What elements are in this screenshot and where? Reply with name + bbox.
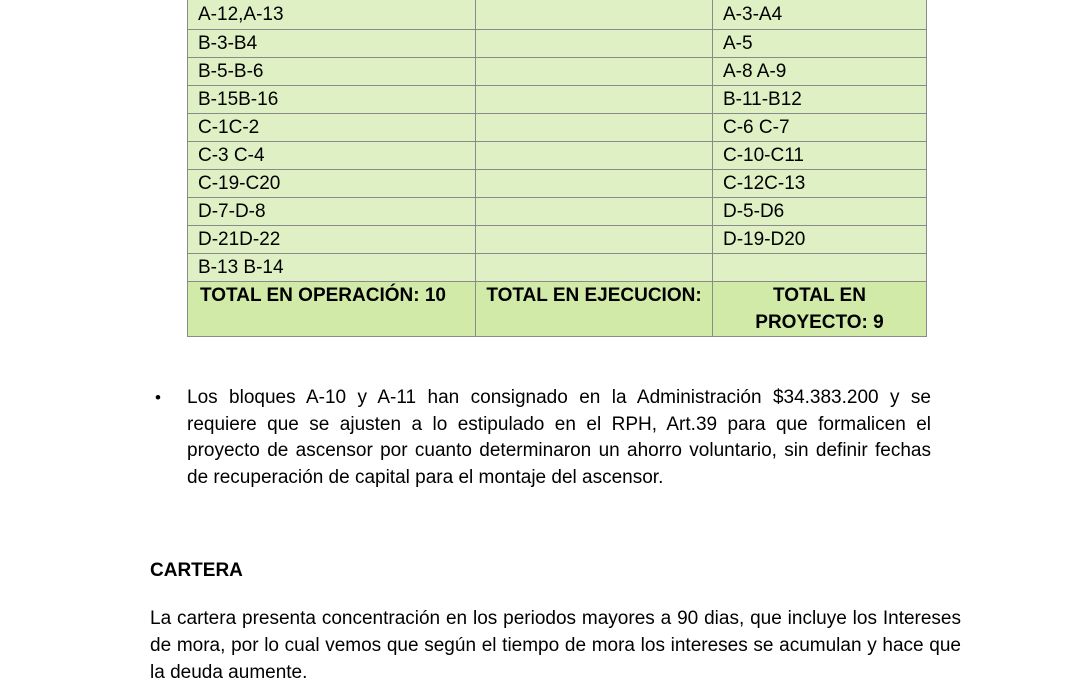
table-cell-ejecucion xyxy=(476,114,713,142)
table-row xyxy=(188,0,927,30)
blocks-status-table xyxy=(187,0,927,337)
total-operacion: TOTAL EN OPERACIÓN: 10 xyxy=(188,282,476,337)
table-cell-ejecucion xyxy=(476,170,713,198)
table-cell-ejecucion xyxy=(476,86,713,114)
table-row xyxy=(188,170,927,198)
table-row xyxy=(188,86,927,114)
table-cell-operacion: D-21D-22 xyxy=(188,226,476,254)
total-proyecto: TOTAL EN PROYECTO: 9 xyxy=(713,282,927,337)
table-cell-proyecto: A-5 xyxy=(713,30,927,58)
table-cell-operacion: D-7-D-8 xyxy=(188,198,476,226)
table-row xyxy=(188,254,927,282)
table-cell-ejecucion xyxy=(476,58,713,86)
section-paragraph: La cartera presenta concentración en los periodos mayores a 90 dias, que incluye los Intereses de mora, por lo cual vemos que según el tiempo de mora los intereses se acumulan y hace que la deuda aumente. xyxy=(150,608,961,683)
bullet-text: Los bloques A-10 y A-11 han consignado en la Administración $34.383.200 y se requiere que se ajusten a lo estipulado en el RPH, Art.39 para que formalicen el proyecto de ascensor por cuanto determinaron un ahorro voluntario, sin definir fechas de recuperación de capital para el montaje del ascensor. xyxy=(187,387,931,488)
table-cell-proyecto: C-10-C11 xyxy=(713,142,927,170)
table-row xyxy=(188,58,927,86)
table-cell-ejecucion xyxy=(476,254,713,282)
table-cell-operacion: C-1C-2 xyxy=(188,114,476,142)
table-cell-ejecucion xyxy=(476,226,713,254)
table-cell-proyecto: B-11-B12 xyxy=(713,86,927,114)
total-ejecucion: TOTAL EN EJECUCION: xyxy=(476,282,713,337)
table-cell-operacion: A-12,A-13 xyxy=(188,0,476,30)
table-row xyxy=(188,30,927,58)
table-cell-proyecto: D-19-D20 xyxy=(713,226,927,254)
table-row xyxy=(188,142,927,170)
table-totals-row xyxy=(188,282,927,337)
table-cell-proyecto xyxy=(713,254,927,282)
table-cell-operacion: B-3-B4 xyxy=(188,30,476,58)
table-cell-proyecto: C-12C-13 xyxy=(713,170,927,198)
table-cell-ejecucion xyxy=(476,142,713,170)
table-cell-proyecto: C-6 C-7 xyxy=(713,114,927,142)
table-cell-operacion: B-13 B-14 xyxy=(188,254,476,282)
table-cell-ejecucion xyxy=(476,0,713,30)
section-heading: CARTERA xyxy=(150,560,243,581)
table-cell-operacion: B-15B-16 xyxy=(188,86,476,114)
table-cell-proyecto: A-8 A-9 xyxy=(713,58,927,86)
table-cell-proyecto: D-5-D6 xyxy=(713,198,927,226)
table-cell-ejecucion xyxy=(476,30,713,58)
table-row xyxy=(188,114,927,142)
table-row xyxy=(188,198,927,226)
bullet-icon: • xyxy=(155,388,161,407)
table-cell-operacion: C-19-C20 xyxy=(188,170,476,198)
table-row xyxy=(188,226,927,254)
table-cell-operacion: B-5-B-6 xyxy=(188,58,476,86)
table-cell-operacion: C-3 C-4 xyxy=(188,142,476,170)
table-cell-proyecto: A-3-A4 xyxy=(713,0,927,30)
table-cell-ejecucion xyxy=(476,198,713,226)
